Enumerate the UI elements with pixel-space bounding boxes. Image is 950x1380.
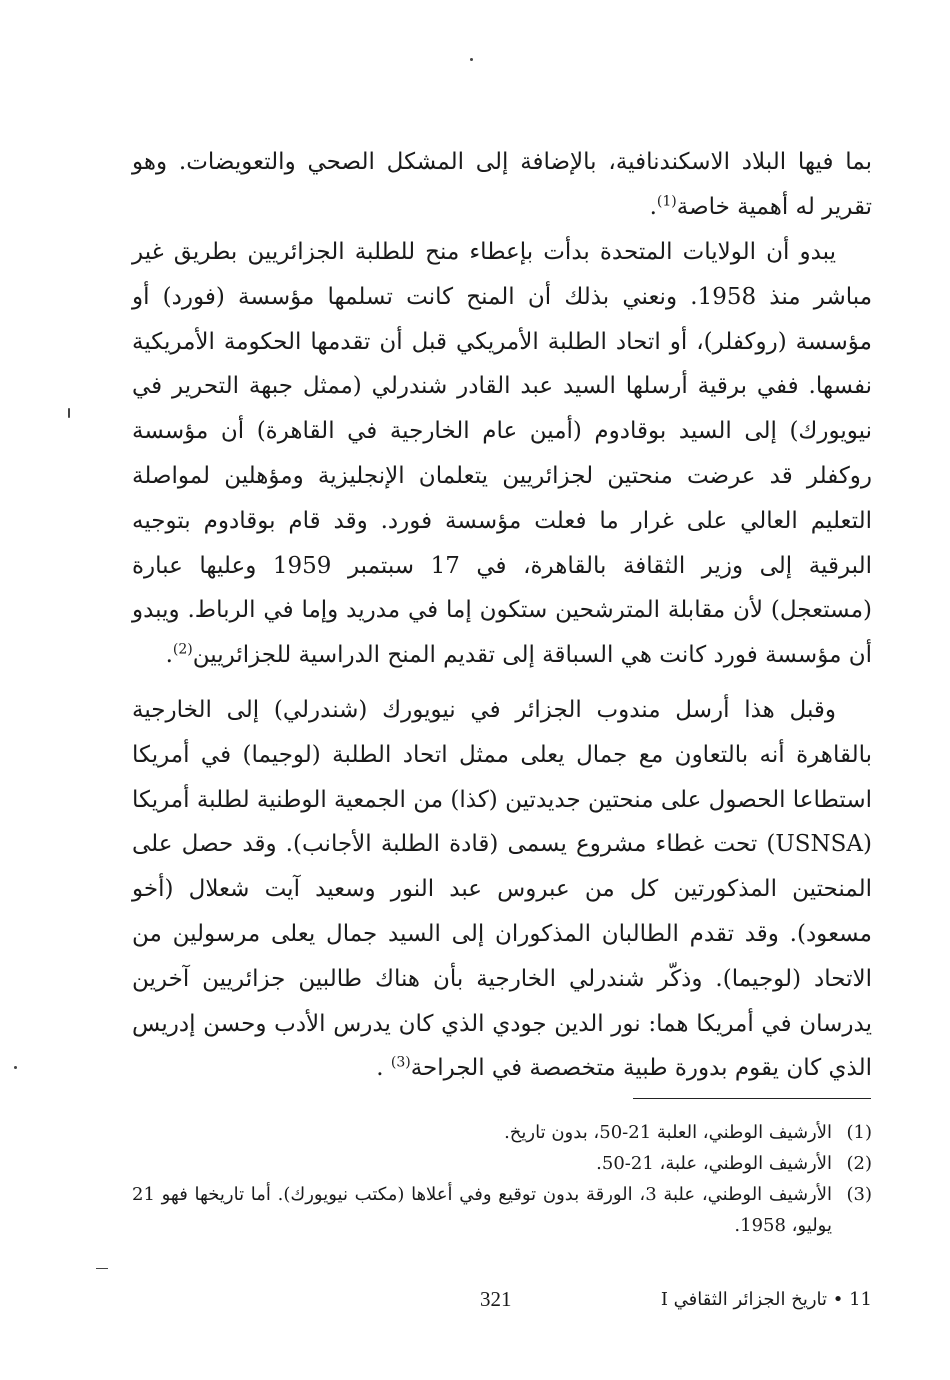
footnote-separator [633, 1098, 871, 1099]
paragraph-2-tail: . [165, 642, 173, 669]
footnote-2-text: الأرشيف الوطني، علبة، 21-50. [596, 1153, 832, 1174]
footnote-ref-2: (2) [172, 641, 193, 658]
page-number: 321 [480, 1287, 512, 1311]
page-footer [132, 1287, 872, 1317]
running-title: 11 • تاريخ الجزائر الثقافي I [660, 1289, 872, 1310]
footnote-3-number: (3) [846, 1184, 872, 1205]
paragraph-1-tail: . [649, 193, 657, 220]
scan-speck [96, 1268, 108, 1269]
footnote-1-text: الأرشيف الوطني، العلبة 21-50، بدون تاريخ. [504, 1122, 832, 1143]
paragraph-3-tail: . [376, 1055, 391, 1082]
footnote-2 [132, 1148, 872, 1179]
paragraph-3 [132, 688, 872, 1091]
footnote-3 [132, 1179, 872, 1241]
paragraph-1 [132, 140, 872, 230]
footnote-1 [132, 1117, 872, 1148]
footnotes [132, 1117, 872, 1241]
scan-speck [470, 58, 473, 61]
paragraph-1-text: بما فيها البلاد الاسكندنافية، بالإضافة إلى المشكل الصحي والتعويضات. وهو تقرير له أهمية خاصة [132, 149, 872, 220]
paragraph-3-text: وقبل هذا أرسل مندوب الجزائر في نيويورك (شندرلي) إلى الخارجية بالقاهرة أنه بالتعاون مع جمال يعلى ممثل اتحاد الطلبة (لوجيما) في أمريكا استطاعا الحصول على منحتين جديدتين (كذا) من الجمعية الوطنية لطلبة أمريكا (USNSA) تحت غطاء مشروع يسمى (قادة الطلبة الأجانب). وقد حصل على المنحتين المذكورتين كل من عبروس عبد النور وسعيد آيت شعلال (أخو مسعود). وقد تقدم الطالبان المذكوران إلى السيد جمال يعلى مرسولين من الاتحاد (لوجيما). وذكّر شندرلي الخارجية بأن هناك طالبين جزائريين آخرين يدرسان في أمريكا هما: نور الدين جودي الذي كان يدرس الأدب وحسن إدريس الذي كان يقوم بدورة طبية متخصصة في الجراحة [132, 697, 872, 1082]
footnote-ref-1: (1) [656, 193, 677, 210]
footnote-ref-3: (3) [390, 1054, 411, 1071]
footnote-2-number: (2) [846, 1153, 872, 1174]
scan-speck [68, 408, 70, 418]
scan-speck [14, 1066, 17, 1069]
paragraph-2 [132, 230, 872, 678]
footnote-3-text: الأرشيف الوطني، علبة 3، الورقة بدون توقيع وفي أعلاها (مكتب نيويورك). أما تاريخها فهو 21 يوليو، 1958. [132, 1184, 832, 1236]
paragraph-2-text: يبدو أن الولايات المتحدة بدأت بإعطاء منح للطلبة الجزائريين بطريق غير مباشر منذ 1958. ونعني بذلك أن المنح كانت تسلمها مؤسسة (فورد) أو مؤسسة (روكفلر)، أو اتحاد الطلبة الأمريكي قبل أن تقدمها الحكومة الأمريكية نفسها. ففي برقية أرسلها السيد عبد القادر شندرلي (ممثل جبهة التحرير في نيويورك) إلى السيد بوقادوم (أمين عام الخارجية في القاهرة) أن مؤسسة روكفلر قد عرضت منحتين لجزائريين يتعلمان الإنجليزية ومؤهلين لمواصلة التعليم العالي على غرار ما فعلت مؤسسة فورد. وقد قام بوقادوم بتوجيه البرقية إلى وزير الثقافة بالقاهرة، في 17 سبتمبر 1959 وعليها عبارة (مستعجل) لأن مقابلة المترشحين ستكون إما في مدريد وإما في الرباط. ويبدو أن مؤسسة فورد كانت هي السباقة إلى تقديم المنح الدراسية للجزائريين [132, 239, 873, 669]
footnote-1-number: (1) [846, 1122, 872, 1143]
